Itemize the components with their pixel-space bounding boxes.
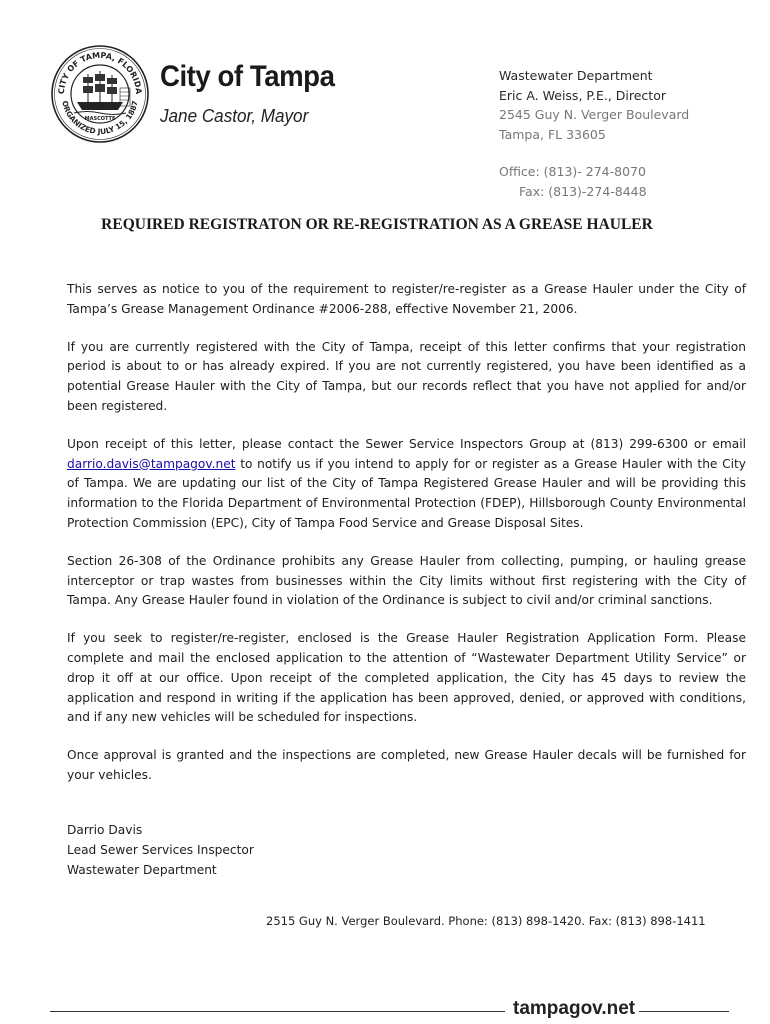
- city-seal-logo: [50, 44, 150, 144]
- office-phone: Office: (813)- 274-8070: [499, 164, 646, 179]
- department-city: Tampa, FL 33605: [499, 126, 606, 142]
- letter-body: [67, 280, 746, 804]
- mayor-name: Jane Castor, Mayor: [160, 106, 309, 126]
- paragraph-contact: [67, 435, 746, 534]
- signer-title: Lead Sewer Services Inspector: [67, 843, 254, 857]
- footer-divider: [50, 1011, 505, 1012]
- department-name: Wastewater Department: [499, 68, 653, 83]
- fax-number: Fax: (813)-274-8448: [519, 183, 647, 199]
- city-name: City of Tampa: [160, 60, 335, 93]
- paragraph-notice: This serves as notice to you of the requirement to register/re-register as a Grease Hauler under the City of Tampa’s Grease Management Ordinance #2006-288, effective November 21, 2006.: [67, 282, 746, 316]
- department-street: 2545 Guy N. Verger Boulevard: [499, 107, 690, 122]
- ship-seal-icon: [74, 71, 130, 115]
- website-link[interactable]: tampagov.net: [513, 998, 636, 1019]
- paragraph-application: If you seek to register/re-register, enclosed is the Grease Hauler Registration Application Form. Please complete and mail the enclosed application to the attention of “Wastewater Department Utility Service” or drop it off at our office. Upon receipt of the completed application, the City has 45 days to review the application and respond in writing if the application has been approved, denied, or approved with conditions, and if any new vehicles will be scheduled for inspections.: [67, 631, 746, 725]
- paragraph-approval: Once approval is granted and the inspections are completed, new Grease Hauler decals will be furnished for your vehicles.: [67, 748, 746, 782]
- seal-bottom-text: ORGANIZED JULY 15, 1887: [60, 99, 140, 137]
- signer-department: Wastewater Department: [67, 863, 217, 877]
- paragraph-registration-status: If you are currently registered with the City of Tampa, receipt of this letter confirms that your registration period is about to or has already expired. If you are not currently registered, you have been identified as a potential Grease Hauler with the City of Tampa, but our records reflect that you have not applied for and/or been registered.: [67, 339, 746, 413]
- paragraph-ordinance: Section 26-308 of the Ordinance prohibits any Grease Hauler from collecting, pumping, or hauling grease interceptor or trap wastes from businesses within the City limits without first registering with the City of Tampa. Any Grease Hauler found in violation of the Ordinance is subject to civil and/or criminal sanctions.: [67, 553, 746, 608]
- letter-heading: REQUIRED REGISTRATON OR RE-REGISTRATION AS A GREASE HAULER: [101, 216, 653, 233]
- signature-block: [67, 820, 254, 880]
- director-name: Eric A. Weiss, P.E., Director: [499, 87, 666, 103]
- signer-name: Darrio Davis: [67, 823, 143, 837]
- footer-address: 2515 Guy N. Verger Boulevard. Phone: (813) 898-1420. Fax: (813) 898-1411: [266, 914, 706, 928]
- seal-center-text: MASCOTTE: [84, 116, 116, 122]
- contact-text-start: Upon receipt of this letter, please contact the Sewer Service Inspectors Group at (813) 299-6300 or email: [67, 436, 746, 451]
- footer-divider-right: [639, 1011, 729, 1012]
- seal-top-text: CITY OF TAMPA, FLORIDA: [56, 50, 144, 95]
- email-link[interactable]: darrio.davis@tampagov.net: [67, 456, 236, 471]
- contact-text-end: to notify us if you intend to apply for or register as a Grease Hauler with the City of Tampa. We are updating our list of the City of Tampa Registered Grease Hauler and will be providing this information to the Florida Department of Environmental Protection (FDEP), Hillsborough County Environmental Protection Commission (EPC), City of Tampa Food Service and Grease Disposal Sites.: [67, 456, 746, 530]
- department-address-block: [499, 66, 689, 201]
